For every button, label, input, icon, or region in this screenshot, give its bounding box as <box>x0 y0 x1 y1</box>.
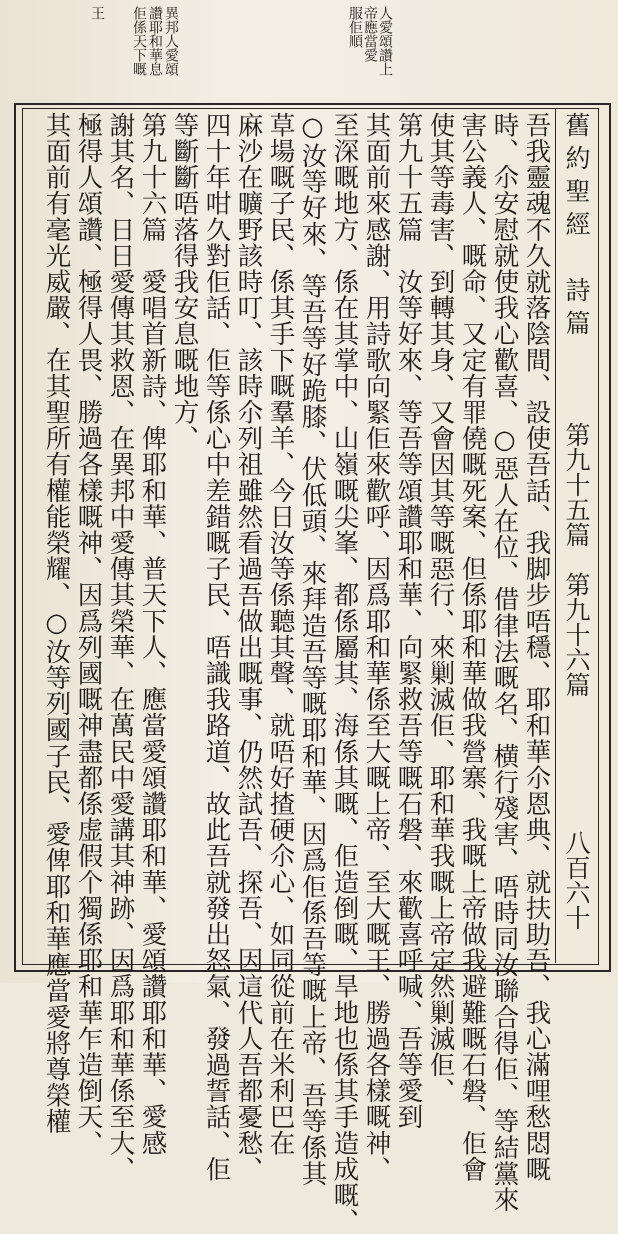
page-number: 八百六十 <box>562 830 591 930</box>
text-column: 麻沙在曠野該時叮、該時尒列祖雖然看過吾做出嘅事、仍然試吾、探吾、因這代人吾都憂愁、 <box>233 112 264 1183</box>
text-column: 其面前有毫光威嚴、在其聖所有權能榮耀、○汝等列國子民、愛俾耶和華應當愛將尊榮權 <box>41 112 72 1135</box>
text-column: 害公義人、嘅命、又定有罪僥嘅死案、但係耶和華做我營寨、我嘅上帝做我避難嘅石磐、佢會 <box>457 112 488 1183</box>
text-column: 極得人頌讚、極得人畏、勝過各樣嘅神、因爲列國嘅神盡都係虚假个獨係耶和華乍造倒天、 <box>73 112 104 1156</box>
text-column: 等斷斷唔落得我安息嘅地方、 <box>169 112 200 452</box>
text-column: ○汝等好來、等吾等好跪膝、伏低頭、來拜造吾等嘅耶和華、因爲佢係吾等嘅上帝、吾等係其 <box>297 112 328 1187</box>
book-title: 舊約聖經 詩篇 <box>562 112 591 343</box>
psalm-95-heading-column: 第九十五篇 汝等好來、等吾等頌讚耶和華、向緊救吾等嘅石磐、來歡喜呼喊、吾等愛到 <box>393 112 424 1130</box>
text-column: 至深嘅地方、係在其掌中、山嶺嘅尖峯、都係屬其、海係其嘅、佢造倒嘅、旱地也係其手造成嘅、 <box>329 112 360 1234</box>
margin-note-line: 異邦人愛頌 <box>163 6 179 76</box>
text-column: 使其等毒害、到轉其身、又會因其等嘅惡行、來剿滅佢、耶和華我嘅上帝定然剿滅佢、 <box>425 112 456 1104</box>
margin-note-line: 王 <box>89 6 105 20</box>
margin-note-line: 佢係天下嘅 <box>131 6 147 76</box>
margin-note-line: 讚耶和華息 <box>147 6 163 76</box>
text-column: 時、尒安慰就使我心歡喜、○惡人在位、借律法嘅名、横行殘害、唔時同汝聯合得佢、等結黨來 <box>489 112 520 1213</box>
text-column: 四十年咁久對佢話、佢等係心中差錯嘅子民、唔識我路道、故此吾就發出怒氣、發過誓話、佢 <box>201 112 232 1183</box>
margin-note-line: 服佢順 <box>347 6 363 48</box>
margin-note-line: 帝應當愛 <box>362 6 378 62</box>
text-column: 吾我靈魂不久就落陰間、設使吾話、我脚步唔穩、耶和華尒恩典、就扶助吾、我心滿哩愁悶嘅 <box>521 112 552 1183</box>
text-column: 其面前來感謝、用詩歌向緊佢來歡呼、因爲耶和華係至大嘅上帝、至大嘅王、勝過各樣嘅神、 <box>361 112 392 1183</box>
margin-note-line: 人愛頌讚上 <box>377 6 393 76</box>
text-column: 謝其名、日日愛傳其救恩、在異邦中愛傳其榮華、在萬民中愛講其神跡、因爲耶和華係至大、 <box>105 112 136 1183</box>
header-divider <box>555 108 556 963</box>
text-column: 草場嘅子民、係其手下嘅羣羊、今日汝等係聽其聲、就唔好揸硬尒心、如同從前在米利巴在 <box>265 112 296 1156</box>
psalm-96-heading-column: 第九十六篇 愛唱首新詩、俾耶和華、普天下人、應當愛頌讚耶和華、愛頌讚耶和華、愛感 <box>137 112 168 1156</box>
chapter-range: 第九十五篇 第九十六篇 <box>562 422 591 697</box>
